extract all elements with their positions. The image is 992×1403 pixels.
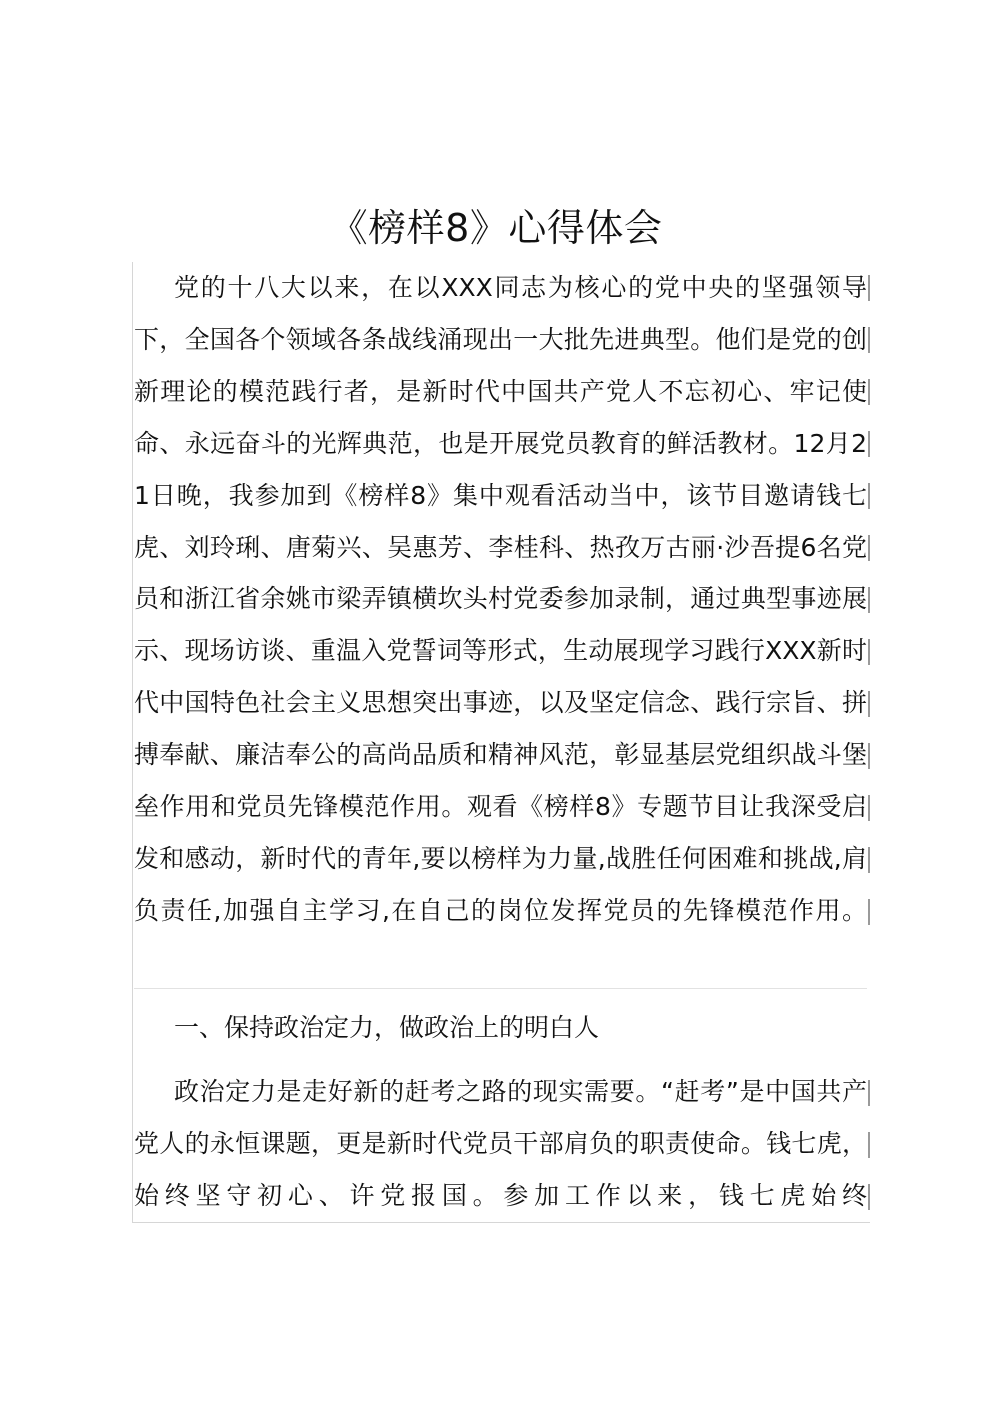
line-edge-mark (868, 691, 870, 717)
line-edge-mark (868, 847, 870, 873)
line-edge-mark (868, 431, 870, 457)
line-edge-mark (868, 1184, 870, 1210)
document-title: 《榜样8》心得体会 (329, 206, 663, 251)
line-edge-mark (868, 327, 870, 353)
line-edge-mark (868, 795, 870, 821)
line-edge-mark (868, 587, 870, 613)
line-edge-mark (868, 535, 870, 561)
section-paragraph: 政治定力是走好新的赶考之路的现实需要。“赶考”是中国共产党人的永恒课题，更是新时代党员干部肩负的职责使命。钱七虎，始终坚守初心、许党报国。参加工作以来，钱七虎始终 (134, 1077, 867, 1210)
line-edge-mark (868, 639, 870, 665)
line-edge-mark (868, 743, 870, 769)
section-divider (134, 988, 867, 989)
line-edge-mark (868, 379, 870, 405)
line-edge-mark (868, 483, 870, 509)
line-edge-mark (868, 1080, 870, 1106)
section-heading: 一、保持政治定力，做政治上的明白人 (174, 1013, 600, 1042)
line-edge-mark (868, 899, 870, 925)
line-edge-mark (868, 1132, 870, 1158)
line-edge-mark (868, 275, 870, 301)
intro-paragraph: 党的十八大以来，在以XXX同志为核心的党中央的坚强领导下，全国各个领域各条战线涌现出一大批先进典型。他们是党的创新理论的模范践行者，是新时代中国共产党人不忘初心、牢记使命、永远奋斗的光辉典范，也是开展党员教育的鲜活教材。12月21日晚，我参加到《榜样8》集中观看活动当中，该节目邀请钱七虎、刘玲琍、唐菊兴、吴惠芳、李桂科、热孜万古丽·沙吾提6名党员和浙江省余姚市梁弄镇横坎头村党委参加录制，通过典型事迹展示、现场访谈、重温入党誓词等形式，生动展现学习践行XXX新时代中国特色社会主义思想突出事迹，以及坚定信念、践行宗旨、拼搏奉献、廉洁奉公的高尚品质和精神风范，彰显基层党组织战斗堡垒作用和党员先锋模范作用。观看《榜样8》专题节目让我深受启发和感动，新时代的青年,要以榜样为力量,战胜任何困难和挑战,肩负责任,加强自主学习,在自己的岗位发挥党员的先锋模范作用。 (134, 273, 867, 925)
